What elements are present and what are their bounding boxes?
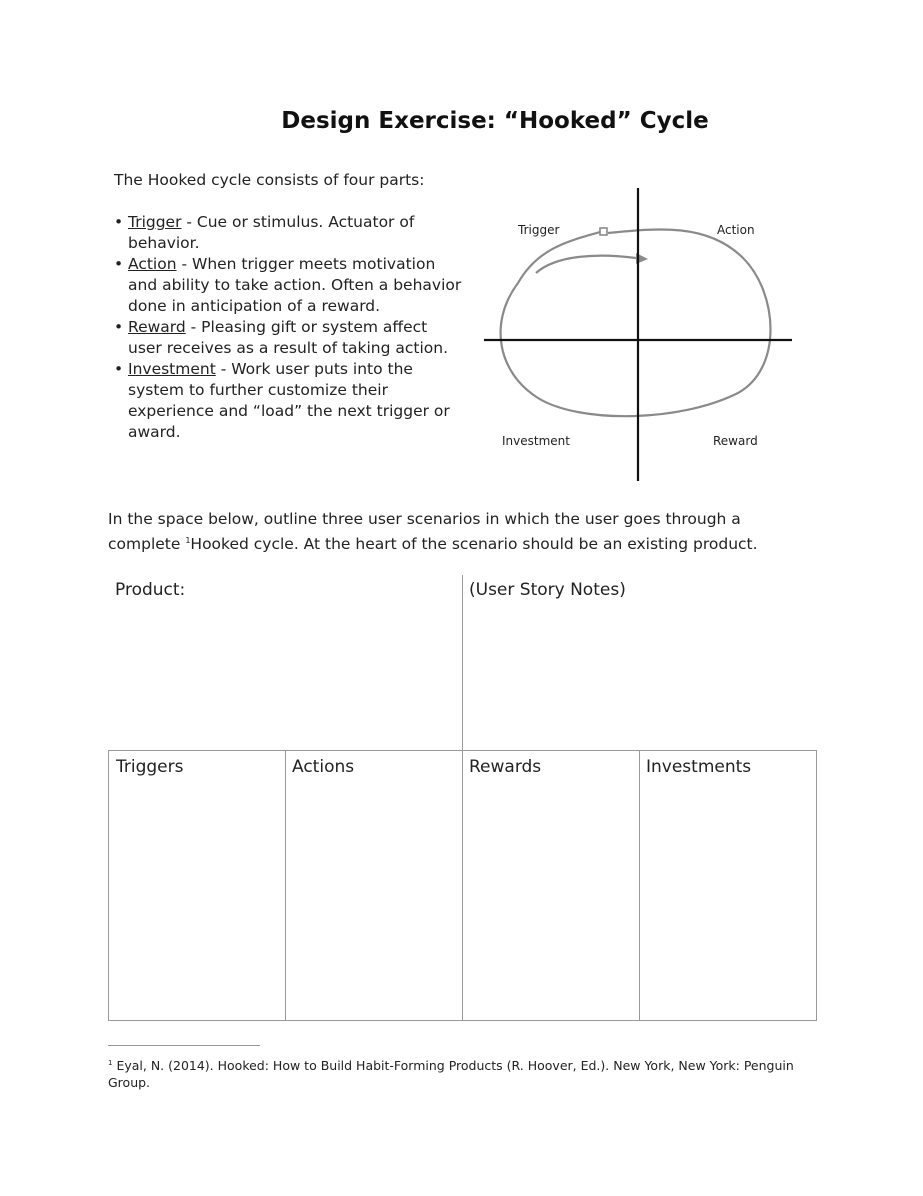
product-label: Product: — [115, 580, 186, 600]
desc-trigger: - Cue or stimulus. Actuator of behavior. — [128, 213, 415, 252]
footnote-number: 1 — [108, 1059, 113, 1067]
term-action: Action — [128, 255, 177, 273]
cycle-start-arrow — [536, 256, 636, 273]
start-square-icon — [600, 228, 607, 235]
intro-text: The Hooked cycle consists of four parts: — [114, 171, 425, 189]
term-trigger: Trigger — [128, 213, 182, 231]
desc-reward: - Pleasing gift or system affect user receives as a result of taking action. — [128, 318, 449, 357]
list-item-trigger — [114, 212, 464, 254]
instructions-text-start: In the space below, outline three user scenarios in which the user goes through a complete — [108, 510, 741, 554]
bullet: • — [114, 318, 124, 336]
list-item-investment — [114, 359, 464, 443]
parts-list — [114, 212, 464, 443]
term-reward: Reward — [128, 318, 186, 336]
desc-investment: - Work user puts into the system to further customize their experience and “load” the next trigger or award. — [128, 360, 450, 441]
footnote-text: Eyal, N. (2014). Hooked: How to Build Habit-Forming Products (R. Hoover, Ed.). New York, New York: Penguin Group. — [108, 1058, 794, 1091]
column-header-investments: Investments — [646, 757, 752, 777]
column-divider — [462, 750, 463, 1020]
diagram-label-action: Action — [717, 223, 755, 237]
footnote-ref: 1 — [185, 536, 191, 545]
list-item-action — [114, 254, 464, 317]
diagram-label-investment: Investment — [502, 434, 570, 448]
column-header-triggers: Triggers — [116, 757, 184, 777]
instructions-text-end: Hooked cycle. At the heart of the scenario should be an existing product. — [190, 535, 758, 554]
page-title: Design Exercise: “Hooked” Cycle — [281, 108, 709, 134]
column-divider — [639, 750, 640, 1020]
bullet: • — [114, 255, 124, 273]
bullet: • — [114, 213, 124, 231]
footnote-divider — [108, 1045, 260, 1046]
column-header-actions: Actions — [292, 757, 355, 777]
list-item-reward — [114, 317, 464, 359]
bullet: • — [114, 360, 124, 378]
desc-action: - When trigger meets motivation and ability to take action. Often a behavior done in anticipation of a reward. — [128, 255, 462, 315]
column-divider — [285, 750, 286, 1020]
diagram-label-reward: Reward — [713, 434, 758, 448]
column-header-rewards: Rewards — [469, 757, 542, 777]
notes-divider — [462, 575, 463, 751]
footnote — [108, 1055, 813, 1091]
term-investment: Investment — [128, 360, 216, 378]
instructions — [108, 509, 808, 555]
diagram-label-trigger: Trigger — [518, 223, 560, 237]
hooked-cycle-diagram — [478, 183, 798, 485]
user-story-notes-label: (User Story Notes) — [469, 580, 626, 600]
